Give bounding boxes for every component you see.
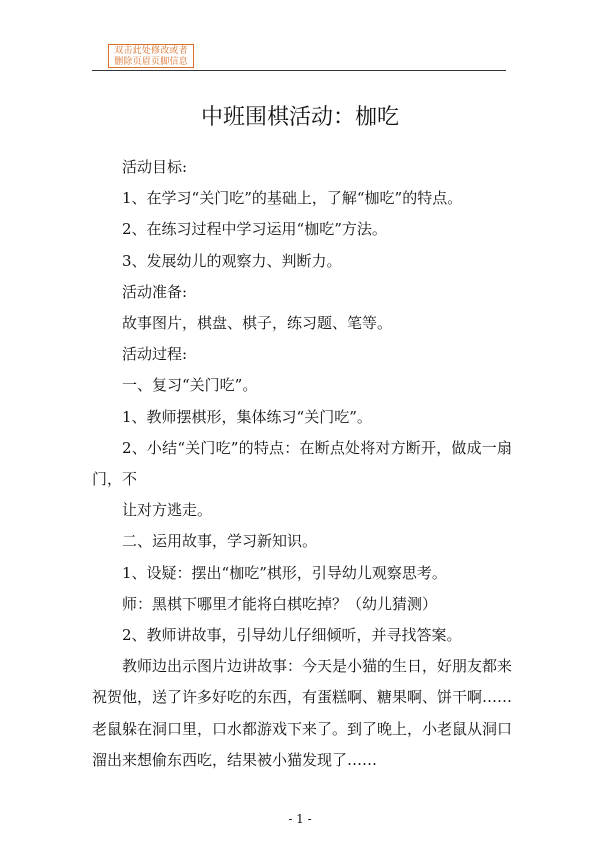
paragraph-step-review-2-cont: 让对方逃走。 (122, 501, 213, 520)
paragraph-prep-items: 故事图片，棋盘、棋子，练习题、笔等。 (122, 314, 393, 333)
paragraph-step-story-2: 2、教师讲故事，引导幼儿仔细倾听，并寻找答案。 (122, 626, 462, 645)
paragraph-process-heading: 活动过程: (122, 345, 188, 364)
header-stamp-line2: 删除页眉页脚信息 (114, 57, 188, 67)
paragraph-goals-heading: 活动目标: (122, 158, 188, 176)
paragraph-step-review-2: 2、小结“关门吃”的特点：在断点处将对方断开，做成一扇门，不 (92, 438, 512, 489)
document-title: 中班围棋活动：枷吃 (200, 105, 399, 130)
paragraph-step-review-1: 1、教师摆棋形，集体练习“关门吃”。 (122, 407, 372, 426)
paragraph-goal-2: 2、在练习过程中学习运用“枷吃”方法。 (122, 220, 387, 239)
paragraph-step-story: 二、运用故事，学习新知识。 (122, 532, 318, 551)
header-edit-stamp[interactable] (108, 44, 194, 68)
document-body (92, 152, 512, 776)
paragraph-step-story-1: 1、设疑：摆出“枷吃”棋形，引导幼儿观察思考。 (122, 563, 447, 582)
paragraph-goal-1: 1、在学习“关门吃”的基础上，了解“枷吃”的特点。 (122, 189, 463, 208)
header-divider (92, 70, 506, 71)
paragraph-step-review: 一、复习“关门吃”。 (122, 376, 258, 395)
paragraph-goal-3: 3、发展幼儿的观察力、判断力。 (122, 251, 342, 270)
page-number: - 1 - (288, 812, 312, 826)
paragraph-story-text: 教师边出示图片边讲故事：今天是小猫的生日，好朋友都来祝贺他，送了许多好吃的东西，有蛋糕啊、糖果啊、饼干啊……老鼠躲在洞口里，口水都游戏下来了。到了晚上，小老鼠从洞口溜出来想偷东西吃，结果被小猫发现了…… (92, 657, 513, 769)
paragraph-prep-heading: 活动准备: (122, 282, 188, 301)
header-stamp-line1: 双击此处修改或者 (114, 46, 188, 56)
paragraph-teacher-question: 师：黑棋下哪里才能将白棋吃掉？（幼儿猜测） (122, 594, 438, 613)
